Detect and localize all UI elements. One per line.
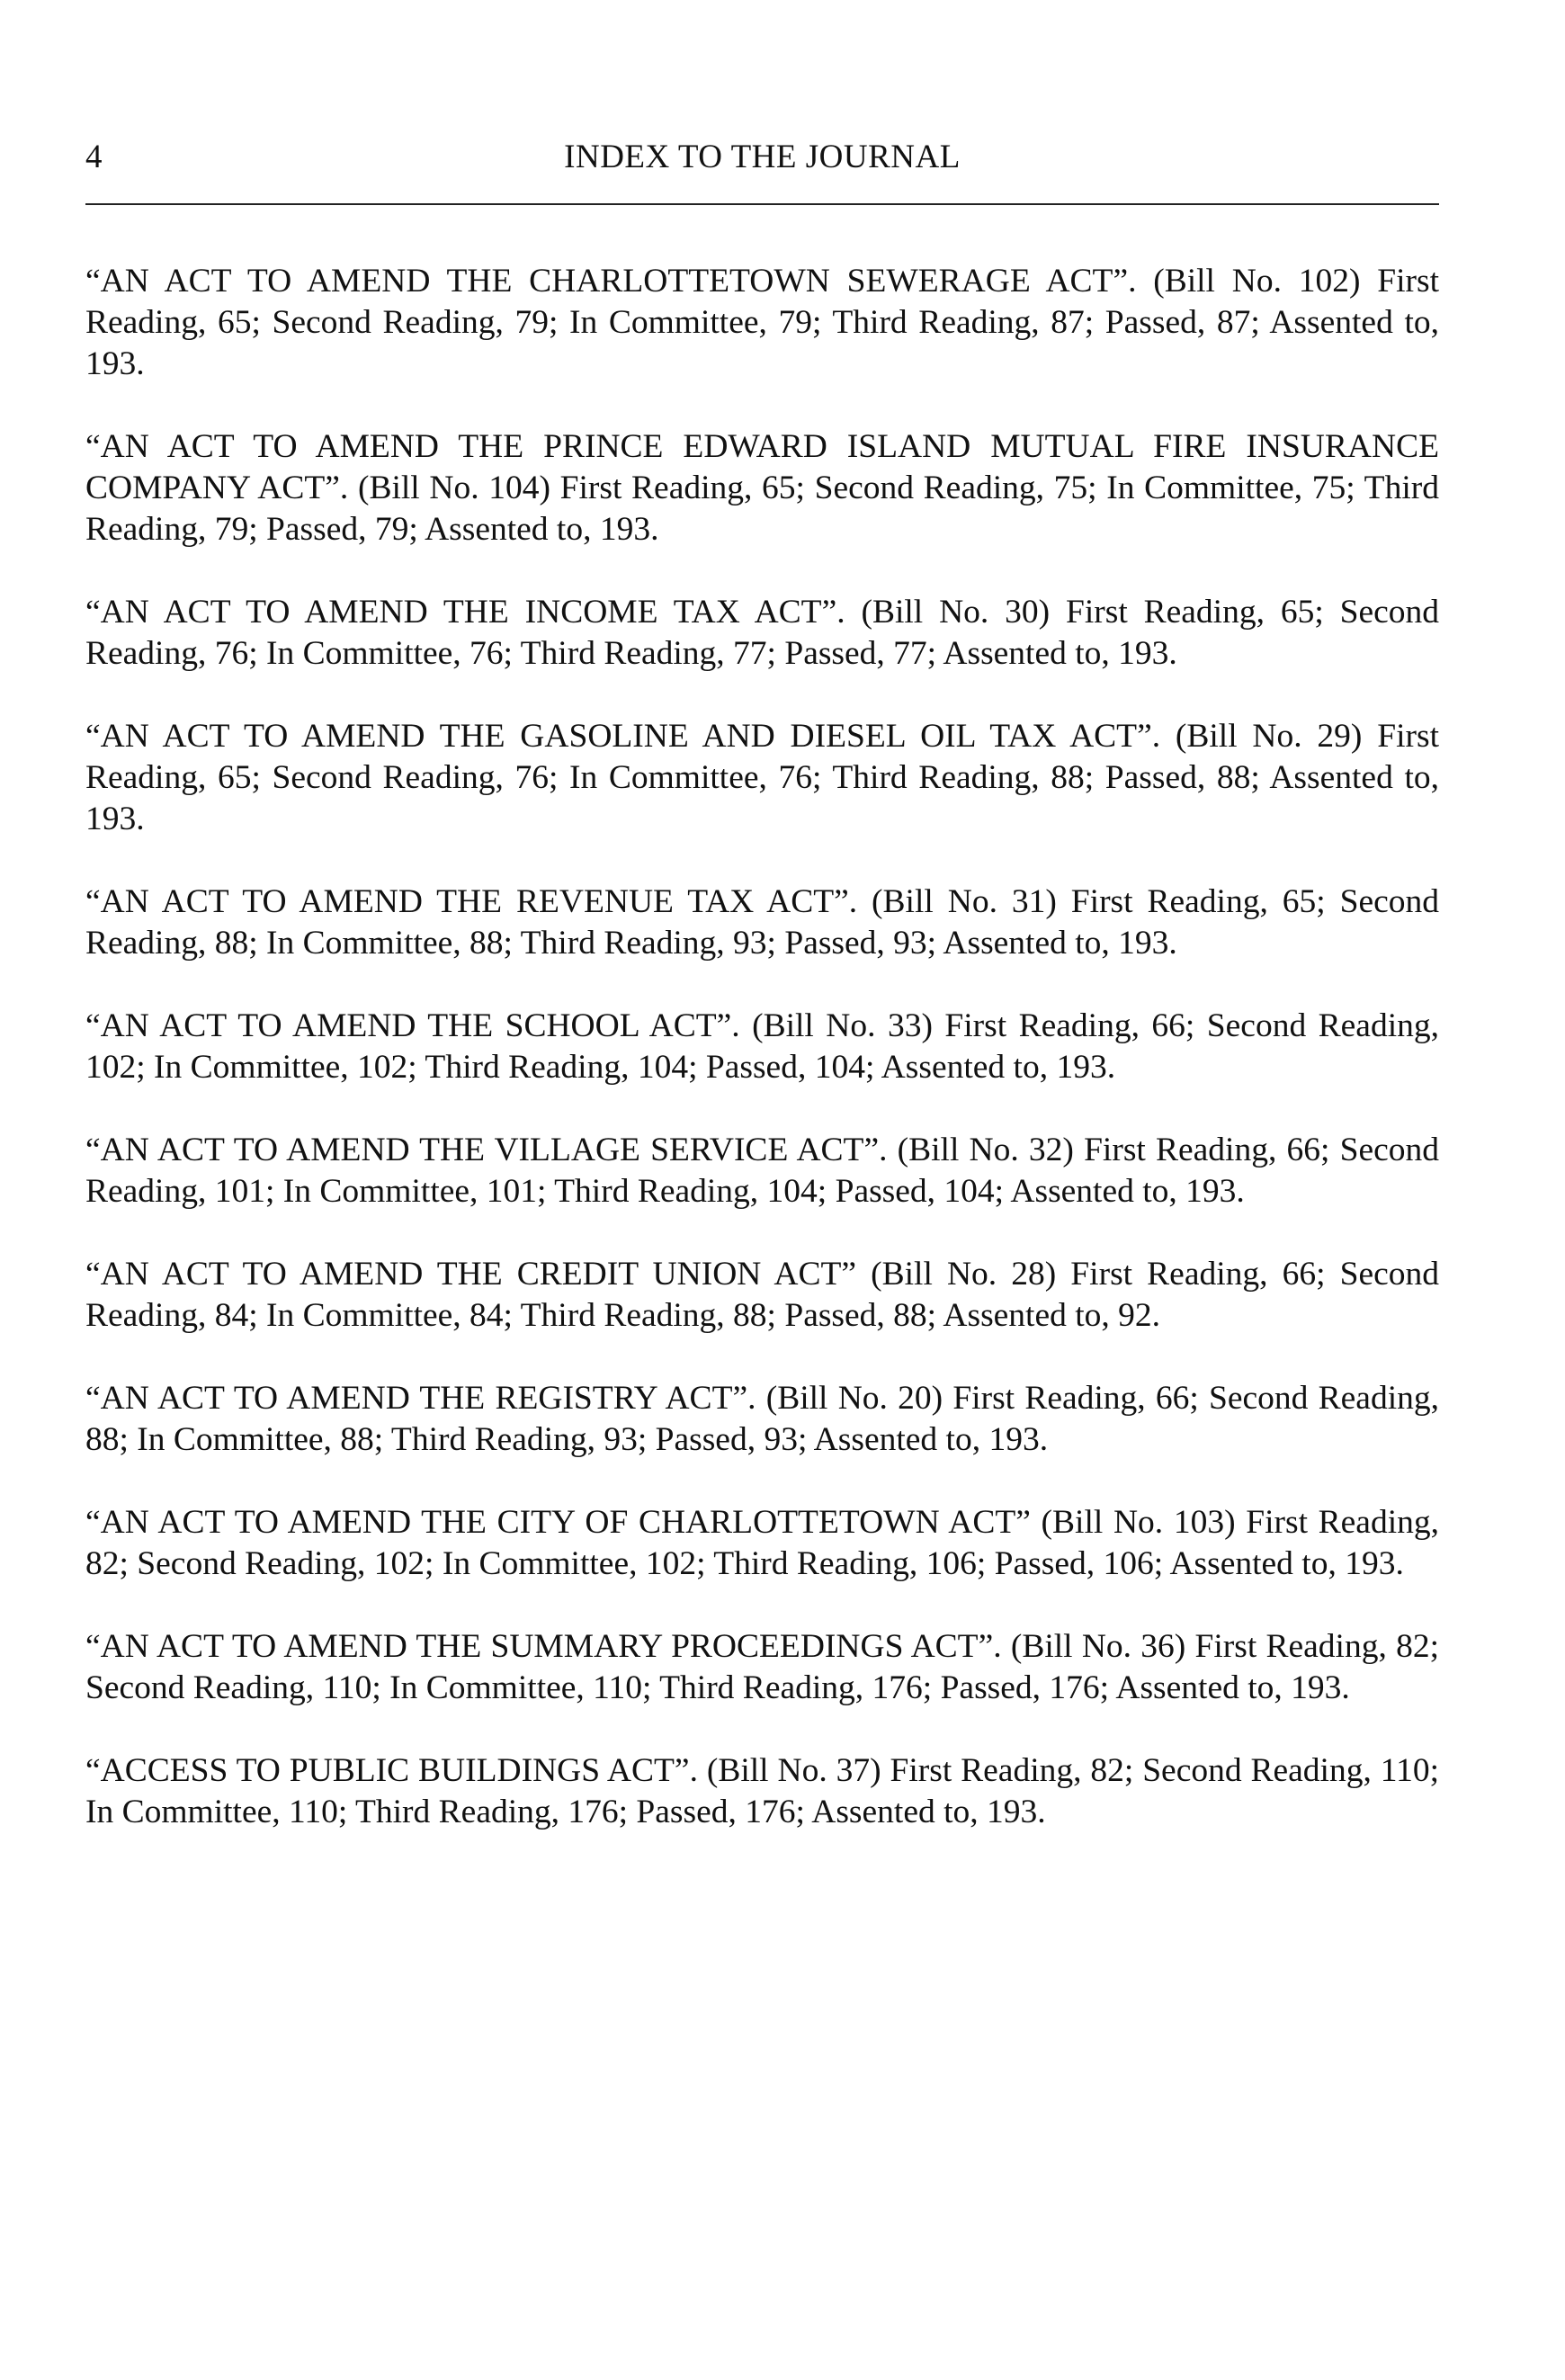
index-entry: “AN ACT TO AMEND THE INCOME TAX ACT”. (Bill No. 30) First Reading, 65; Second Reading, 76; In Committee, 76; Third Reading, 77; Passed, 77; Assented to, 193. — [85, 594, 1439, 672]
index-entry: “AN ACT TO AMEND THE CHARLOTTETOWN SEWERAGE ACT”. (Bill No. 102) First Reading, 65; Second Reading, 79; In Committee, 79; Third Reading, 87; Passed, 87; Assented to, 193. — [85, 263, 1439, 382]
index-entry: “AN ACT TO AMEND THE GASOLINE AND DIESEL OIL TAX ACT”. (Bill No. 29) First Reading, 65; Second Reading, 76; In Committee, 76; Third Reading, 88; Passed, 88; Assented to, 193. — [85, 718, 1439, 837]
page-header — [85, 135, 1439, 180]
index-entries — [85, 261, 1439, 1874]
index-entry: “AN ACT TO AMEND THE PRINCE EDWARD ISLAND MUTUAL FIRE INSURANCE COMPANY ACT”. (Bill No. 104) First Reading, 65; Second Reading, 75; In Committee, 75; Third Reading, 79; Passed, 79; Assented to, 193. — [85, 428, 1439, 548]
index-entry: “AN ACT TO AMEND THE VILLAGE SERVICE ACT”. (Bill No. 32) First Reading, 66; Second Reading, 101; In Committee, 101; Third Reading, 104; Passed, 104; Assented to, 193. — [85, 1132, 1439, 1210]
page-number: 4 — [85, 139, 103, 175]
index-entry: “ACCESS TO PUBLIC BUILDINGS ACT”. (Bill No. 37) First Reading, 82; Second Reading, 110; In Committee, 110; Third Reading, 176; Passed, 176; Assented to, 193. — [85, 1752, 1439, 1830]
index-entry: “AN ACT TO AMEND THE CITY OF CHARLOTTETOWN ACT” (Bill No. 103) First Reading, 82; Second Reading, 102; In Committee, 102; Third Reading, 106; Passed, 106; Assented to, 193. — [85, 1504, 1439, 1582]
header-rule — [85, 203, 1439, 205]
index-entry: “AN ACT TO AMEND THE SCHOOL ACT”. (Bill No. 33) First Reading, 66; Second Reading, 102; In Committee, 102; Third Reading, 104; Passed, 104; Assented to, 193. — [85, 1007, 1439, 1086]
index-entry: “AN ACT TO AMEND THE CREDIT UNION ACT” (Bill No. 28) First Reading, 66; Second Reading, 84; In Committee, 84; Third Reading, 88; Passed, 88; Assented to, 92. — [85, 1256, 1439, 1334]
index-entry: “AN ACT TO AMEND THE SUMMARY PROCEEDINGS ACT”. (Bill No. 36) First Reading, 82; Second Reading, 110; In Committee, 110; Third Reading, 176; Passed, 176; Assented to, 193. — [85, 1628, 1439, 1706]
index-entry: “AN ACT TO AMEND THE REGISTRY ACT”. (Bill No. 20) First Reading, 66; Second Reading, 88; In Committee, 88; Third Reading, 93; Passed, 93; Assented to, 193. — [85, 1380, 1439, 1458]
index-entry: “AN ACT TO AMEND THE REVENUE TAX ACT”. (Bill No. 31) First Reading, 65; Second Reading, 88; In Committee, 88; Third Reading, 93; Passed, 93; Assented to, 193. — [85, 883, 1439, 962]
running-title: INDEX TO THE JOURNAL — [564, 139, 961, 175]
